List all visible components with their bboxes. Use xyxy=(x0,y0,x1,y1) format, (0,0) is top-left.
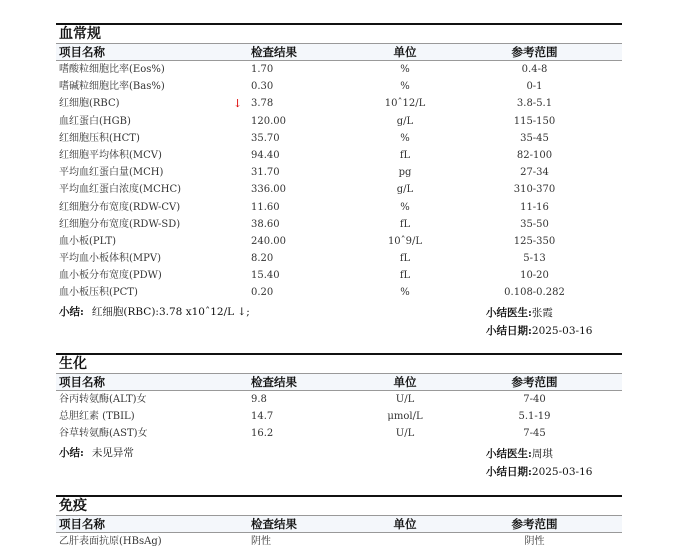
reference-range xyxy=(447,181,622,198)
result-value-text: 阴性 xyxy=(251,536,271,547)
reference-range-text: 27-34 xyxy=(520,167,549,179)
result-value xyxy=(233,95,363,112)
item-name xyxy=(56,181,245,198)
section-title: 免疫 xyxy=(56,495,622,516)
unit xyxy=(363,78,447,95)
result-value-text: 9.8 xyxy=(251,394,267,405)
section-title: 生化 xyxy=(56,353,622,374)
result-value-text: 336.00 xyxy=(251,184,286,196)
unit xyxy=(363,250,447,267)
reference-range-text: 310-370 xyxy=(513,184,556,196)
result-value-text: 94.40 xyxy=(251,149,280,161)
doctor-label: 小结医生: xyxy=(486,306,532,319)
table-row xyxy=(56,164,622,181)
reference-range-text: 125-350 xyxy=(513,235,556,247)
item-name-text: 谷草转氨酶(AST)女 xyxy=(59,428,148,440)
reference-range xyxy=(447,95,622,112)
reference-range-text: 阴性 xyxy=(524,536,545,547)
unit-text: % xyxy=(400,81,410,93)
result-value xyxy=(245,113,363,130)
summary-label: 小结: xyxy=(59,446,84,459)
reference-range xyxy=(447,391,622,408)
item-name-text: 红细胞压积(HCT) xyxy=(59,132,140,144)
unit xyxy=(363,391,447,408)
table-row xyxy=(56,181,622,198)
reference-range xyxy=(447,147,622,164)
reference-range xyxy=(447,533,622,550)
result-value-text: 8.20 xyxy=(251,253,274,265)
item-name xyxy=(56,533,245,550)
summary-block xyxy=(56,302,622,342)
reference-range xyxy=(447,61,622,78)
item-name xyxy=(56,284,245,301)
item-name xyxy=(56,95,245,112)
table-row xyxy=(56,408,622,425)
item-name-text: 嗜碱粒细胞比率(Bas%) xyxy=(59,81,165,93)
reference-range xyxy=(447,250,622,267)
summary-date: 2025-03-16 xyxy=(531,324,593,337)
reference-range xyxy=(447,216,622,233)
item-name xyxy=(56,391,245,408)
result-value-text: 3.78 xyxy=(251,98,274,110)
result-value-text: 14.7 xyxy=(251,411,274,423)
header-range: 参考范围 xyxy=(511,517,558,531)
item-name-text: 谷丙转氨酶(ALT)女 xyxy=(59,394,147,405)
header-item-name: 项目名称 xyxy=(59,45,105,59)
unit xyxy=(363,199,447,216)
header-item-name: 项目名称 xyxy=(59,375,105,389)
unit-text: 10ˆ9/L xyxy=(387,235,423,247)
reference-range-text: 10-20 xyxy=(520,270,549,282)
unit-text: % xyxy=(400,201,410,213)
unit-text: U/L xyxy=(395,428,415,440)
header-result: 检查结果 xyxy=(251,517,297,531)
biochemistry-section xyxy=(56,353,622,483)
table-row xyxy=(56,61,622,78)
header-range: 参考范围 xyxy=(511,375,558,389)
summary xyxy=(59,445,134,460)
reference-range xyxy=(447,233,622,250)
unit-text: U/L xyxy=(395,394,415,405)
reference-range-text: 0-1 xyxy=(526,81,543,93)
result-table-body xyxy=(56,61,622,302)
result-value xyxy=(245,164,363,181)
result-value-text: 1.70 xyxy=(251,64,274,75)
result-value xyxy=(245,533,363,550)
result-value xyxy=(245,199,363,216)
unit-text: μmol/L xyxy=(387,411,423,423)
unit-text: fL xyxy=(399,253,411,265)
reference-range xyxy=(447,408,622,425)
table-row xyxy=(56,216,622,233)
item-name-text: 总胆红素 (TBIL) xyxy=(59,411,135,423)
reference-range-text: 0.108-0.282 xyxy=(504,287,565,299)
table-row xyxy=(56,267,622,284)
result-value xyxy=(245,61,363,78)
reference-range xyxy=(447,267,622,284)
summary-block xyxy=(56,443,622,483)
table-row xyxy=(56,199,622,216)
doctor-name: 周琪 xyxy=(531,447,553,460)
item-name xyxy=(56,267,245,284)
column-header-row xyxy=(56,374,622,391)
item-name-text: 平均血红蛋白浓度(MCHC) xyxy=(59,184,182,196)
reference-range-text: 3.8-5.1 xyxy=(516,98,553,110)
unit xyxy=(363,181,447,198)
unit xyxy=(363,130,447,147)
doctor-label: 小结医生: xyxy=(486,447,532,460)
reference-range-text: 82-100 xyxy=(516,149,553,161)
reference-range-text: 115-150 xyxy=(513,115,556,127)
result-value xyxy=(245,147,363,164)
result-value xyxy=(245,233,363,250)
summary-text: 未见异常 xyxy=(91,446,134,459)
unit xyxy=(363,61,447,78)
item-name-text: 血小板压积(PCT) xyxy=(59,287,138,299)
unit xyxy=(363,216,447,233)
reference-range xyxy=(447,199,622,216)
item-name xyxy=(56,78,245,95)
reference-range-text: 11-16 xyxy=(520,201,549,213)
result-value xyxy=(245,130,363,147)
header-result: 检查结果 xyxy=(251,375,297,389)
item-name-text: 乙肝表面抗原(HBsAg) xyxy=(59,536,162,547)
summary-signoff xyxy=(486,445,592,481)
unit-text: g/L xyxy=(396,184,414,196)
summary-date: 2025-03-16 xyxy=(531,465,593,478)
table-row xyxy=(56,250,622,267)
reference-range-text: 35-45 xyxy=(520,132,549,144)
item-name-text: 平均血红蛋白量(MCH) xyxy=(59,167,164,179)
table-row xyxy=(56,95,622,112)
unit xyxy=(363,284,447,301)
reference-range xyxy=(447,113,622,130)
unit-text: pg xyxy=(398,167,412,179)
item-name xyxy=(56,233,245,250)
unit-text: % xyxy=(400,287,410,299)
table-row xyxy=(56,113,622,130)
reference-range-text: 7-45 xyxy=(523,428,546,440)
result-value-text: 0.20 xyxy=(251,287,274,299)
unit xyxy=(363,113,447,130)
result-value xyxy=(245,250,363,267)
result-value-text: 16.2 xyxy=(251,428,274,440)
reference-range-text: 35-50 xyxy=(520,218,549,230)
table-row xyxy=(56,147,622,164)
column-header-row xyxy=(56,44,622,61)
item-name xyxy=(56,147,245,164)
result-value-text: 11.60 xyxy=(251,201,280,213)
unit-text: % xyxy=(400,64,410,75)
result-table-body xyxy=(56,533,622,550)
reference-range xyxy=(447,284,622,301)
result-value-text: 15.40 xyxy=(251,270,280,282)
section-title: 血常规 xyxy=(56,23,622,44)
item-name-text: 红细胞平均体积(MCV) xyxy=(59,149,162,161)
reference-range-text: 5-13 xyxy=(523,253,546,265)
unit-text: fL xyxy=(399,270,411,282)
immunology-section xyxy=(56,495,622,550)
header-range: 参考范围 xyxy=(511,45,558,59)
result-value-text: 31.70 xyxy=(251,167,280,179)
result-value-text: 0.30 xyxy=(251,81,274,93)
item-name xyxy=(56,164,245,181)
item-name-text: 血小板(PLT) xyxy=(59,235,117,247)
result-value-text: 240.00 xyxy=(251,235,286,247)
item-name xyxy=(56,130,245,147)
result-value xyxy=(245,78,363,95)
table-row xyxy=(56,78,622,95)
table-row xyxy=(56,391,622,408)
table-row xyxy=(56,425,622,442)
reference-range-text: 7-40 xyxy=(523,394,546,405)
unit xyxy=(363,95,447,112)
doctor-name: 张霞 xyxy=(531,306,553,319)
table-row xyxy=(56,284,622,301)
reference-range xyxy=(447,78,622,95)
item-name-text: 血红蛋白(HGB) xyxy=(59,115,131,127)
summary xyxy=(59,304,250,319)
item-name xyxy=(56,61,245,78)
unit xyxy=(363,267,447,284)
table-row xyxy=(56,233,622,250)
item-name xyxy=(56,113,245,130)
header-unit: 单位 xyxy=(393,375,417,389)
reference-range xyxy=(447,425,622,442)
unit xyxy=(363,408,447,425)
item-name xyxy=(56,216,245,233)
result-value xyxy=(245,391,363,408)
result-value-text: 120.00 xyxy=(251,115,286,127)
result-value xyxy=(245,284,363,301)
header-result: 检查结果 xyxy=(251,45,297,59)
result-value xyxy=(245,216,363,233)
item-name-text: 嗜酸粒细胞比率(Eos%) xyxy=(59,64,165,75)
blood-routine-section xyxy=(56,23,622,342)
date-label: 小结日期: xyxy=(486,324,532,337)
low-flag-arrow-icon: ↓ xyxy=(233,97,243,111)
unit-text: fL xyxy=(399,149,411,161)
result-value-text: 38.60 xyxy=(251,218,280,230)
unit xyxy=(363,147,447,164)
header-item-name: 项目名称 xyxy=(59,517,105,531)
unit xyxy=(363,533,447,550)
header-unit: 单位 xyxy=(393,45,417,59)
unit xyxy=(363,164,447,181)
unit-text: % xyxy=(400,132,410,144)
reference-range-text: 0.4-8 xyxy=(521,64,548,75)
header-unit: 单位 xyxy=(393,517,417,531)
table-row xyxy=(56,533,622,550)
unit-text: g/L xyxy=(396,115,414,127)
unit-text: 10ˆ12/L xyxy=(384,98,426,110)
result-value xyxy=(245,408,363,425)
reference-range xyxy=(447,164,622,181)
column-header-row xyxy=(56,516,622,533)
reference-range xyxy=(447,130,622,147)
result-table-body xyxy=(56,391,622,443)
item-name xyxy=(56,250,245,267)
result-value xyxy=(245,181,363,198)
unit-text: fL xyxy=(399,218,411,230)
item-name xyxy=(56,408,245,425)
unit xyxy=(363,233,447,250)
item-name-text: 平均血小板体积(MPV) xyxy=(59,253,161,265)
table-row xyxy=(56,130,622,147)
summary-text: 红细胞(RBC):3.78 x10ˆ12/L ↓; xyxy=(91,305,250,318)
reference-range-text: 5.1-19 xyxy=(518,411,551,423)
date-label: 小结日期: xyxy=(486,465,532,478)
summary-signoff xyxy=(486,304,592,340)
result-value-text: 35.70 xyxy=(251,132,280,144)
item-name-text: 红细胞分布宽度(RDW-CV) xyxy=(59,201,181,213)
item-name-text: 红细胞(RBC) xyxy=(59,98,120,110)
result-value xyxy=(245,267,363,284)
result-value xyxy=(245,425,363,442)
item-name-text: 血小板分布宽度(PDW) xyxy=(59,270,162,282)
item-name-text: 红细胞分布宽度(RDW-SD) xyxy=(59,218,181,230)
item-name xyxy=(56,199,245,216)
unit xyxy=(363,425,447,442)
summary-label: 小结: xyxy=(59,305,84,318)
item-name xyxy=(56,425,245,442)
